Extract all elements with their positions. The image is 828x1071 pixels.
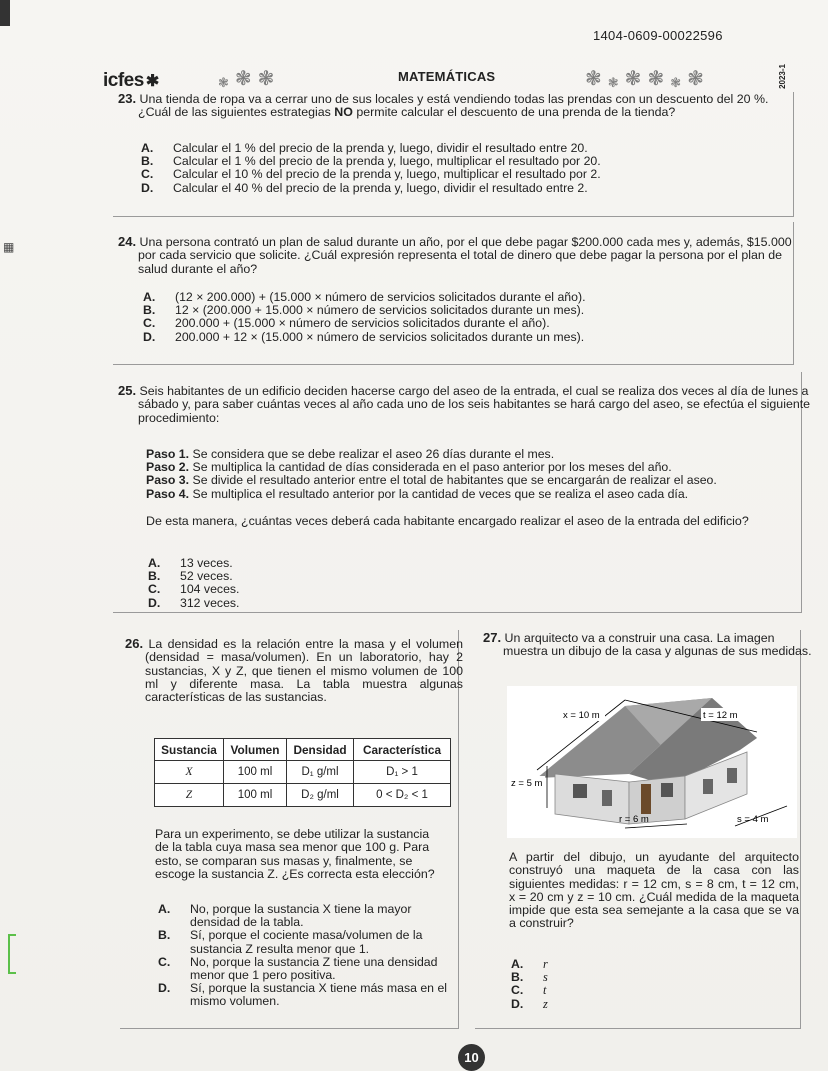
corner-mark <box>0 0 10 26</box>
scan-mark-icon: ▦ <box>3 240 15 254</box>
option-text: 52 veces. <box>180 569 233 584</box>
page-number: 10 <box>458 1044 485 1071</box>
flower-icon: ❃ <box>687 68 704 90</box>
option-text: Sí, porque el cociente masa/volumen de la sustancia Z resulta menor que 1. <box>190 928 423 956</box>
door <box>641 784 651 814</box>
table-cell: Z <box>155 784 224 807</box>
table-cell: X <box>155 761 224 784</box>
table-cell: 100 ml <box>224 784 287 807</box>
option-letter: C. <box>511 983 524 998</box>
window <box>573 784 587 798</box>
answer-option[interactable] <box>158 929 450 955</box>
question-27-stem: 27. Un arquitecto va a construir una casa. La imagen muestra un dibujo de la casa y algunas de sus medidas. <box>483 630 812 659</box>
option-letter: B. <box>511 970 524 985</box>
option-text: Calcular el 1 % del precio de la prenda y, luego, dividir el resultado entre 20. <box>173 141 588 155</box>
option-text: (12 × 200.000) + (15.000 × número de servicios solicitados durante el año). <box>175 290 586 304</box>
flower-icon: ❃ <box>234 68 252 90</box>
table-header: Característica <box>354 739 451 761</box>
answer-option[interactable] <box>511 971 631 984</box>
option-letter: C. <box>158 954 171 969</box>
option-letter: A. <box>158 902 171 916</box>
option-text: No, porque la sustancia X tiene la mayor densidad de la tabla. <box>190 902 412 930</box>
option-text: s <box>543 970 548 985</box>
option-letter: A. <box>148 556 161 570</box>
table-cell: 0 < D₂ < 1 <box>354 784 451 807</box>
option-text: Sí, porque la sustancia X tiene más masa en el mismo volumen. <box>190 981 448 1009</box>
question-23-stem: 23. Una tienda de ropa va a cerrar uno de sus locales y está vendiendo todas las prendas con un descuento del 20 %. ¿Cuál de las siguientes estrategias NO permite calcular el descuento de una prenda de la tienda? <box>118 91 769 120</box>
window <box>703 779 713 794</box>
option-letter: C. <box>148 582 161 597</box>
icfes-logo: icfes ✱ <box>103 70 159 91</box>
option-text: No, porque la sustancia Z tiene una densidad menor que 1 pero positiva. <box>190 954 438 983</box>
option-letter: B. <box>143 303 156 318</box>
option-letter: D. <box>511 996 524 1011</box>
option-letter: D. <box>148 595 161 610</box>
question-number: 24. <box>118 234 137 249</box>
option-letter: C. <box>141 167 154 182</box>
table-row <box>155 784 451 807</box>
document-code: 1404-0609-00022596 <box>593 28 723 43</box>
option-text: t <box>543 983 547 998</box>
option-letter: A. <box>141 141 154 155</box>
answer-option[interactable] <box>148 597 448 610</box>
answer-option[interactable] <box>143 317 783 330</box>
answer-option[interactable] <box>158 903 450 929</box>
option-text: Calcular el 10 % del precio de la prenda y, luego, multiplicar el resultado por 2. <box>173 167 601 182</box>
option-letter: A. <box>511 957 524 971</box>
procedure-step: Paso 2. Se multiplica la cantidad de días considerada en el paso anterior por los meses del año. <box>146 460 672 475</box>
question-27-text2: A partir del dibujo, un ayudante del arquitecto construyó una maqueta de la casa con las siguientes medidas: r = 12 cm, s = 8 cm, t = 12 cm, x = 20 cm y z = 10 cm. ¿Cuál medida de la maqueta impide que esta sea semejante a la casa que se va a construir? <box>509 850 799 931</box>
option-letter: D. <box>143 329 156 344</box>
question-26-text2: Para un experimento, se debe utilizar la sustancia de la tabla cuya masa sea menor que 100 g. Para esto, se comparan sus masas y, finalmente, se escoge la sustancia Z. ¿Es correcta esta elección? <box>155 827 435 881</box>
flower-icon: ❃ <box>607 75 619 90</box>
table-header: Volumen <box>224 739 287 761</box>
label-s: s = 4 m <box>737 814 769 825</box>
table-header: Sustancia <box>155 739 224 761</box>
question-number: 27. <box>483 630 502 645</box>
option-letter: D. <box>141 180 154 195</box>
window <box>727 768 737 783</box>
green-bracket-mark <box>8 934 16 974</box>
label-r: r = 6 m <box>619 814 649 825</box>
question-number: 23. <box>118 91 137 106</box>
answer-option[interactable] <box>511 984 631 997</box>
question-26-options <box>158 903 450 1009</box>
table-cell: D₁ > 1 <box>354 761 451 784</box>
option-text: 312 veces. <box>180 595 240 610</box>
answer-option[interactable] <box>158 982 450 1008</box>
flower-decoration-left <box>218 66 274 91</box>
question-26-stem: 26. La densidad es la relación entre la masa y el volumen (densidad = masa/volumen). En un laboratorio, hay 2 sustancias, X y Z, que tienen el mismo volumen de 100 ml y diferente masa. La tabla muestra algunas características de las sustancias. <box>125 636 463 705</box>
answer-option[interactable] <box>511 998 631 1011</box>
star-icon: ✱ <box>145 73 159 90</box>
procedure-step: Paso 1. Se considera que se debe realizar el aseo 26 días durante el mes. <box>146 447 555 461</box>
question-number: 26. <box>125 636 144 651</box>
window <box>661 783 673 797</box>
question-25-stem: 25. Seis habitantes de un edificio deciden hacerse cargo del aseo de la entrada, el cual se realiza dos veces al día de lunes a sábado y, para saber cuántas veces al año cada uno de los seis habitantes se hará cargo del aseo, se efectúa el siguiente procedimiento: <box>118 383 811 425</box>
question-27-options <box>511 958 631 1011</box>
option-letter: B. <box>141 154 154 169</box>
flower-icon: ❃ <box>257 68 275 90</box>
table-header: Densidad <box>287 739 354 761</box>
procedure-step: Paso 4. Se multiplica el resultado anterior por la cantidad de veces que se realiza el aseo cada día. <box>146 486 689 501</box>
label-t: t = 12 m <box>703 710 738 721</box>
flower-decoration-right <box>585 66 704 91</box>
year-tag: 2023-1 <box>778 64 787 89</box>
answer-option[interactable] <box>143 331 783 344</box>
option-text: 200.000 + (15.000 × número de servicios solicitados durante el año). <box>175 316 550 331</box>
question-number: 25. <box>118 383 137 398</box>
question-23-options <box>141 142 781 195</box>
flower-icon: ❃ <box>624 68 642 90</box>
flower-icon: ❃ <box>585 68 602 90</box>
option-text: 200.000 + 12 × (15.000 × número de servicios solicitados durante un mes). <box>175 329 585 344</box>
table-cell: D₂ g/ml <box>287 784 354 807</box>
question-25-prompt: De esta manera, ¿cuántas veces deberá cada habitante encargado realizar el aseo de la entrada del edificio? <box>146 514 749 528</box>
option-text: 104 veces. <box>180 582 240 597</box>
table-cell: 100 ml <box>224 761 287 784</box>
label-x: x = 10 m <box>563 710 600 721</box>
flower-icon: ❃ <box>647 68 665 90</box>
flower-icon: ❃ <box>670 75 682 90</box>
label-z: z = 5 m <box>511 778 543 789</box>
answer-option[interactable] <box>141 168 781 181</box>
option-text: 12 × (200.000 + 15.000 × número de servicios solicitados durante un mes). <box>175 303 585 318</box>
procedure-step: Paso 3. Se divide el resultado anterior entre el total de habitantes que se encargarán de realizar el aseo. <box>146 473 717 488</box>
flower-icon: ❃ <box>218 75 229 90</box>
house-drawing <box>507 686 797 838</box>
answer-option[interactable] <box>148 583 448 596</box>
question-25-steps <box>146 448 796 501</box>
option-letter: A. <box>143 290 156 304</box>
option-letter: B. <box>148 569 161 584</box>
option-text: r <box>543 957 548 971</box>
answer-option[interactable] <box>158 956 450 982</box>
option-text: Calcular el 1 % del precio de la prenda y, luego, multiplicar el resultado por 20. <box>173 154 601 169</box>
question-25-options <box>148 557 448 610</box>
window <box>602 790 612 806</box>
question-24-options <box>143 291 783 344</box>
density-table <box>154 738 451 807</box>
option-letter: B. <box>158 928 171 943</box>
answer-option[interactable] <box>511 958 631 971</box>
option-text: 13 veces. <box>180 556 233 570</box>
table-row <box>155 761 451 784</box>
option-text: z <box>543 996 548 1011</box>
option-letter: C. <box>143 316 156 331</box>
question-24-stem: 24. Una persona contrató un plan de salud durante un año, por el que debe pagar $200.000 cada mes y, además, $15.000 por cada servicio que solicite. ¿Cuál expresión representa el total de dinero que debe pagar la persona por el plan de salud durante el año? <box>118 234 792 276</box>
option-text: Calcular el 40 % del precio de la prenda y, luego, dividir el resultado entre 2. <box>173 180 588 195</box>
subject-title: MATEMÁTICAS <box>398 69 496 84</box>
answer-option[interactable] <box>141 182 781 195</box>
option-letter: D. <box>158 981 171 996</box>
table-cell: D₁ g/ml <box>287 761 354 784</box>
